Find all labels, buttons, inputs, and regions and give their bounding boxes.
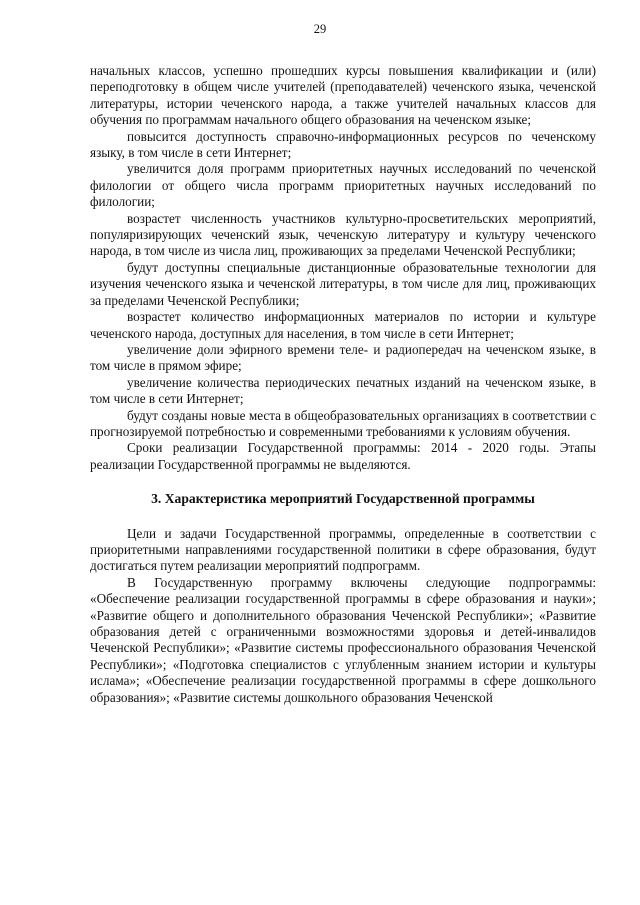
paragraph: Сроки реализации Государственной программы: 2014 - 2020 годы. Этапы реализации Государственной программы не выделяются. (90, 440, 596, 472)
section-heading: 3. Характеристика мероприятий Государственной программы (151, 491, 535, 507)
paragraph: увеличение доли эфирного времени теле- и радиопередач на чеченском языке, в том числе в прямом эфире; (90, 341, 596, 374)
paragraph: увеличение количества периодических печатных изданий на чеченском языке, в том числе в сети Интернет; (90, 374, 596, 407)
paragraph: повысится доступность справочно-информационных ресурсов по чеченскому языку, в том числе в сети Интернет; (90, 128, 596, 161)
paragraph: возрастет количество информационных материалов по истории и культуре чеченского народа, доступных для населения, в том числе в сети Интернет; (90, 309, 596, 341)
paragraph: будут созданы новые места в общеобразовательных организациях в соответствии с прогнозируемой потребностью и современными требованиями к условиям обучения. (90, 407, 596, 439)
paragraph: В Государственную программу включены следующие подпрограммы: «Обеспечение реализации государственной программы в сфере образования и науки»; «Развитие общего и дополнительного образования Чеченской Республики»; «Развитие образования детей с ограниченными возможностями здоровья и детей-инвалидов Чеченской Республики»; «Развитие системы профессионального образования Чеченской Республики»; «Подготовка специалистов с углубленным знанием истории и культуры ислама»; «Обеспечение реализации государственной программы в сфере дошкольного образования»; «Развитие системы дошкольного образования Чеченской (90, 574, 596, 705)
paragraph: Цели и задачи Государственной программы, определенные в соответствии с приоритетными направлениями государственной политики в сфере образования, будут достигаться путем реализации мероприятий подпрограмм. (90, 525, 596, 574)
paragraph: начальных классов, успешно прошедших курсы повышения квалификации и (или) переподготовку в общем числе учителей (преподавателей) чеченского языка, чеченской литературы, истории чеченского народа, а также учителей начальных классов для обучения по программам начального общего образования на чеченском языке; (90, 63, 596, 128)
paragraph: будут доступны специальные дистанционные образовательные технологии для изучения чеченского языка и чеченской литературы, в том числе для лиц, проживающих за пределами Чеченской Республики; (90, 259, 596, 308)
page-number: 29 (313, 22, 327, 36)
paragraph: увеличится доля программ приоритетных научных исследований по чеченской филологии от общего числа программ приоритетных научных исследований по филологии; (90, 161, 596, 210)
paragraph: возрастет численность участников культурно-просветительских мероприятий, популяризирующих чеченский язык, чеченскую литературу и культуру чеченского народа, в том числе из числа лиц, проживающих за пределами Чеченской Республики; (90, 210, 596, 259)
document-body (90, 63, 596, 706)
